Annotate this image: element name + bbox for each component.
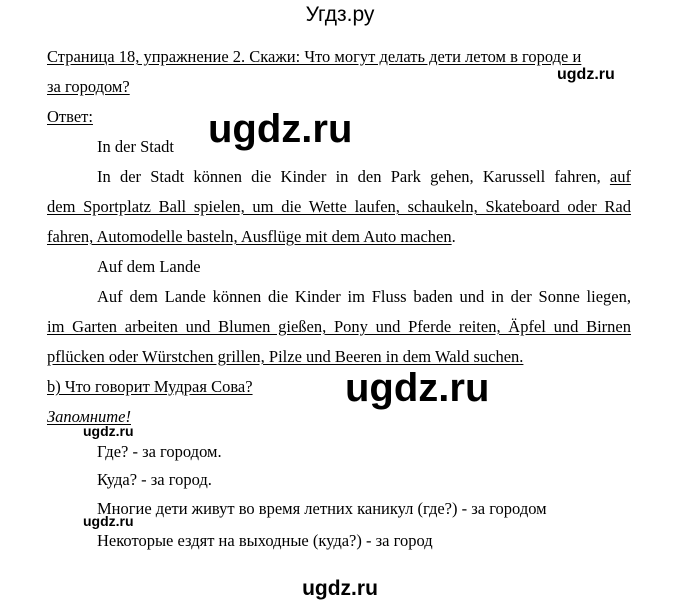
city-heading: In der Stadt [97,137,174,156]
watermark-top-right: ugdz.ru [557,66,615,83]
country-line-2: im Garten arbeiten und Blumen gießen, Pony und Pferde reiten, Äpfel und Birnen [47,317,631,336]
country-heading: Auf dem Lande [97,257,201,276]
country-line-1: Auf dem Lande können die Kinder im Fluss baden und in der Sonne liegen, [97,287,631,306]
watermark-small-1: ugdz.ru [83,423,134,439]
city-line-3-end: . [451,227,456,246]
city-line-1-text: In der Stadt können die Kinder in den Park gehen, Karussell fahren, [97,167,610,186]
city-line-3 [47,227,456,247]
city-line-1 [97,167,631,187]
city-line-2: dem Sportplatz Ball spielen, um die Wette laufen, schaukeln, Skateboard oder Rad [47,197,631,216]
part-b-title: b) Что говорит Мудрая Сова? [47,377,253,396]
task-line-1: Страница 18, упражнение 2. Скажи: Что могут делать дети летом в городе и [47,47,582,66]
watermark-small-2: ugdz.ru [83,513,134,529]
answer-label: Ответ: [47,107,93,126]
task-line-2: за городом? [47,77,130,96]
country-line-3: pflücken oder Würstchen grillen, Pilze und Beeren in dem Wald suchen. [47,347,524,366]
city-line-1-underlined: auf [609,167,631,186]
rule-item-1: Где? - за городом. [97,442,222,461]
watermark-big-1: ugdz.ru [208,107,353,151]
remember-label: Запомните! [47,407,131,426]
rule-item-4: Некоторые ездят на выходные (куда?) - за город [97,531,433,550]
watermark-big-2: ugdz.ru [345,366,490,410]
city-line-3-text: fahren, Automodelle basteln, Ausflüge mit dem Auto machen [47,227,452,246]
rule-item-2: Куда? - за город. [97,470,212,489]
site-title: Угдз.ру [305,3,375,26]
watermark-bottom: ugdz.ru [302,577,378,600]
rule-item-3: Многие дети живут во время летних каникул (где?) - за городом [97,499,547,518]
